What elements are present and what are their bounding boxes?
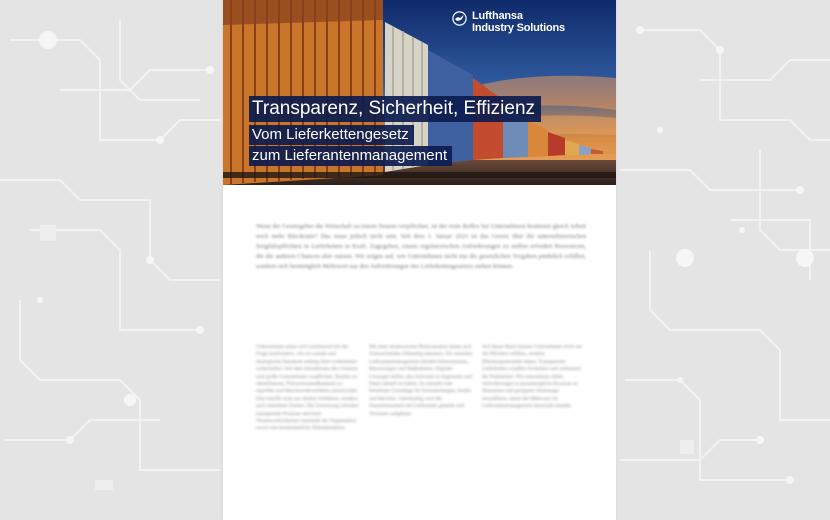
subtitle-line-2: zum Lieferantenmanagement <box>249 146 452 166</box>
body-column-1: Unternehmen sehen sich zunehmend mit der Frage konfrontiert, wie sie soziale und ökologische Standards entlang ihrer Lieferketten sicherstellen. Seit dem Inkrafttreten des Gesetzes sind große Unternehmen verpflichtet, Risiken zu identifizieren, Präventionsmaßnahmen zu ergreifen und Beschwerdeverfahren einzurichten. Dies betrifft nicht nur direkte Zulieferer, sondern auch mittelbare Partner. Die Umsetzung erfordert transparente Prozesse und klare Verantwortlichkeiten innerhalb der Organisation sowie eine kontinuierliche Dokumentation. <box>256 344 359 432</box>
lufthansa-crane-icon <box>452 11 467 26</box>
body-column-3: Auf dieser Basis können Unternehmen nicht nur die Pflichten erfüllen, sondern Effizienzpotenziale heben. Transparente Lieferketten schaffen Sicherheit und verbessern die Planbarkeit. Wir unterstützen dabei, Anforderungen in praxistaugliche Prozesse zu übersetzen und geeignete Werkzeuge einzuführen, damit der Mehrwert im Lieferantenmanagement dauerhaft entsteht. <box>482 344 583 410</box>
intro-paragraph: Wenn der Gesetzgeber die Wirtschaft zu einem Neuem verpflichtet, ist der erste Reflex bei Unternehmen bestimmt gleich Arbeit noch mehr Bürokratie? Das muss jedoch nicht sein. Seit dem 1. Januar 2023 ist das Gesetz über die unternehmerischen Sorgfaltspflichten in Lieferketten in Kraft. Zugegeben, einem regulatorischen Anforderungen zu stellen erfordert Ressourcen, die die anderen Chancen aber nutzen. Wir zeigen auf, wie Unternehmen nicht nur die gesetzlichen Vorgaben pünktlich erfüllen, sondern sich bestmöglich Mehrwert aus den Anforderungen des Lieferkettengesetzes ziehen können. <box>256 223 586 270</box>
document-page <box>223 0 616 520</box>
subtitle-line-1: Vom Lieferkettengesetz <box>249 125 414 145</box>
document-title: Transparenz, Sicherheit, Effizienz <box>249 96 541 122</box>
body-column-2: Mit einer strukturierten Risikoanalyse lassen sich Schwachstellen frühzeitig erkennen. Ein zentrales Lieferantenmanagement bündelt Informationen, Bewertungen und Maßnahmen. Digitale Lösungen helfen, den Aufwand zu begrenzen und Daten aktuell zu halten. So entsteht eine belastbare Grundlage für Entscheidungen, Audits und Berichte. Gleichzeitig wird die Zusammenarbeit mit Lieferanten gestärkt und Vertrauen aufgebaut. <box>369 344 473 417</box>
brand-wordmark <box>472 10 565 34</box>
brand-line-2: Industry Solutions <box>472 22 565 34</box>
lufthansa-brand <box>452 10 565 34</box>
brand-line-1: Lufthansa <box>472 10 523 22</box>
